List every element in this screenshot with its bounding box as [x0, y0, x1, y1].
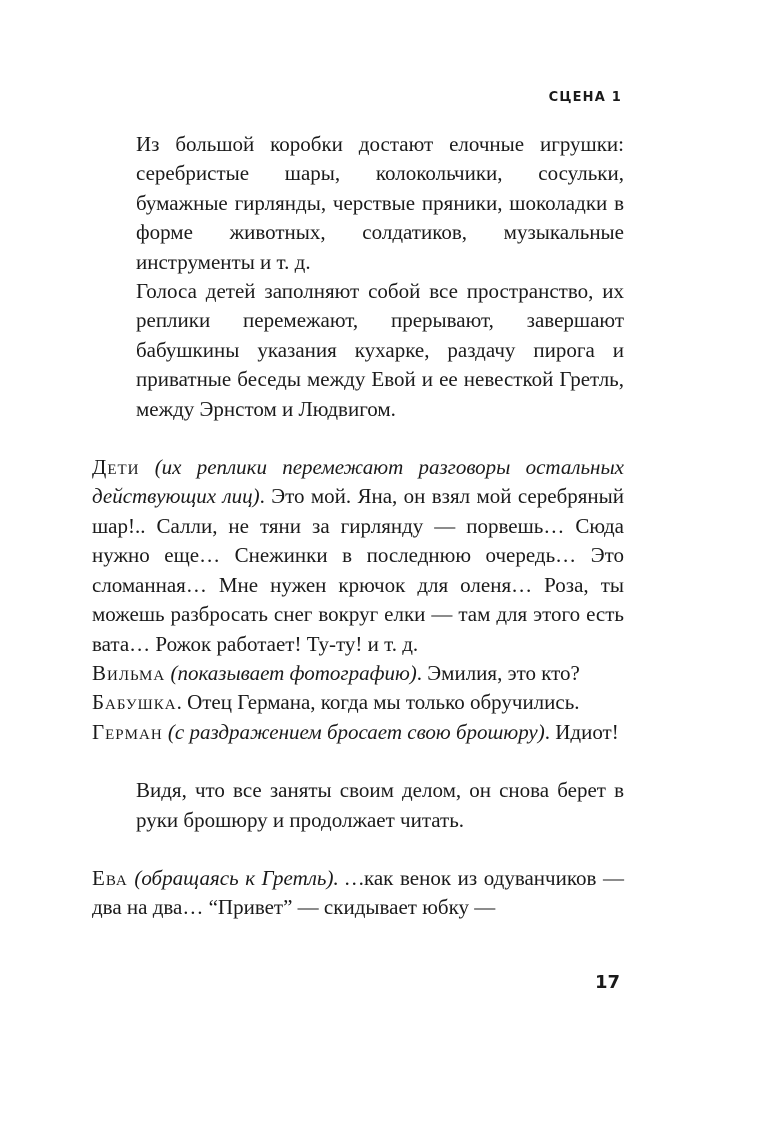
- speaker-aside: (с раздражением бросает свою брошюру): [167, 719, 545, 744]
- speech-line: [92, 659, 624, 688]
- speaker-name: Герман: [92, 719, 163, 744]
- speaker-aside: (обращаясь к Гретль). …: [134, 865, 364, 890]
- speech-text: как венок из одуванчиков — два на два… “Привет” — скидывает юбку —: [92, 865, 624, 920]
- speech-line: [92, 864, 624, 923]
- speaker-name: Дети: [92, 455, 140, 480]
- speech-text: . Идиот!: [544, 719, 619, 744]
- direction-paragraph: Голоса детей заполняют собой все пространство, их реплики перемежают, прерывают, завершают бабушкины указания кухарке, раздачу пирога и приватные беседы между Евой и ее невесткой Гретль, между Эрнстом и Людвигом.: [136, 279, 624, 421]
- direction-paragraph: Видя, что все заняты своим делом, он снова берет в руки брошюру и продолжает читать.: [136, 778, 624, 832]
- speech-line: [92, 718, 624, 747]
- speaker-aside: (их реплики перемежают разговоры остальных действующих лиц): [92, 455, 625, 509]
- direction-paragraph: Из большой коробки достают елочные игрушки: серебристые шары, колокольчики, сосульки, бумажные гирлянды, черствые пряники, шоколадки в форме животных, солдатиков, музыкальные инструменты и т. д.: [136, 132, 624, 274]
- running-header: СЦЕНА 1: [548, 90, 622, 105]
- page-text: [92, 130, 624, 923]
- speaker-name: Вильма: [92, 660, 166, 685]
- speaker-name: Бабушка: [92, 690, 177, 715]
- speaker-name: Ева: [92, 865, 128, 890]
- page-number: 17: [594, 972, 620, 993]
- speech-text: . Отец Германа, когда мы только обручились.: [176, 690, 580, 715]
- stage-direction: [136, 130, 624, 424]
- speech-line: [92, 688, 624, 717]
- speech-text: . Это мой. Яна, он взял мой серебряный шар!.. Салли, не тяни за гирлянду — порвешь… Сюда нужно еще… Снежинки в последнюю очередь… Это сломанная… Мне нужен крючок для оленя… Роза, ты можешь разбросать снег вокруг елки — там для этого есть вата… Рожок работает! Ту-ту! и т. д.: [92, 484, 624, 656]
- stage-direction: [136, 776, 624, 835]
- speaker-aside: (показывает фотографию): [170, 660, 417, 685]
- speech-text: . Эмилия, это кто?: [416, 660, 580, 685]
- speech-line: [92, 453, 624, 659]
